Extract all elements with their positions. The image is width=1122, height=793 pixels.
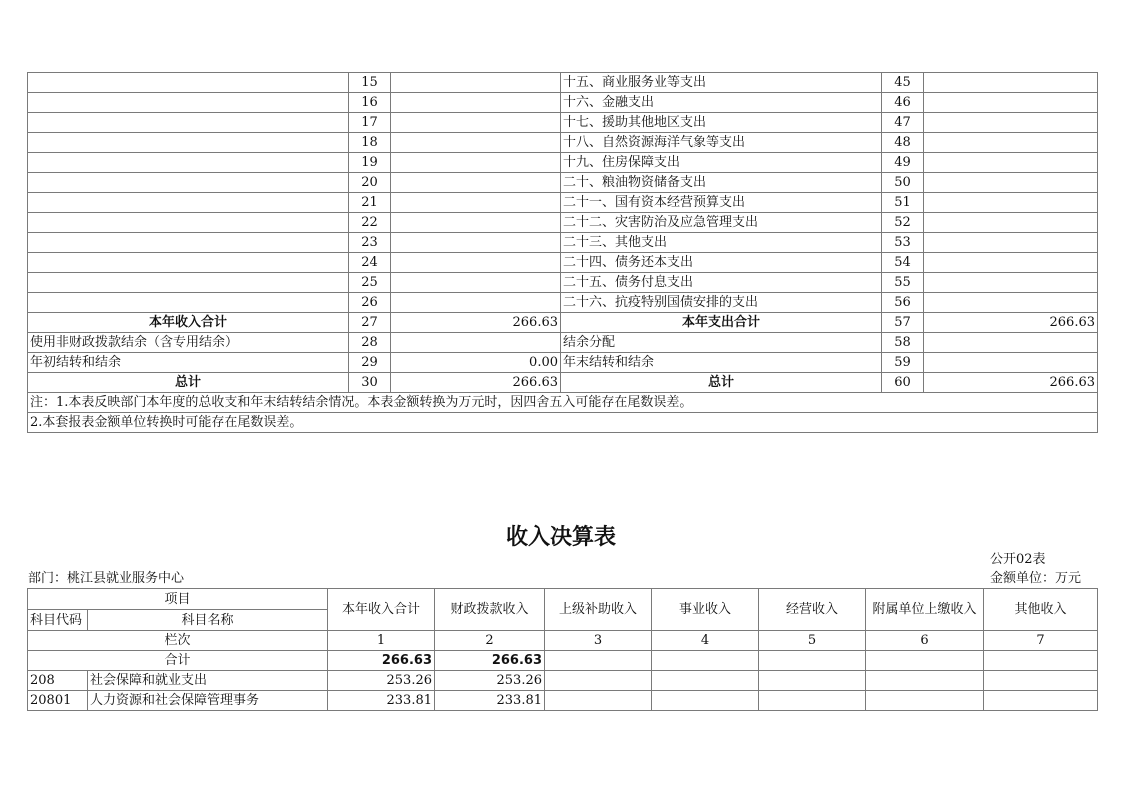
row-value-4 bbox=[652, 671, 759, 691]
expenditure-item-label: 结余分配 bbox=[561, 333, 882, 353]
item-header: 项目 bbox=[28, 589, 328, 610]
expenditure-amount bbox=[924, 173, 1098, 193]
expenditure-row-number: 52 bbox=[882, 213, 924, 233]
expenditure-item-label: 二十六、抗疫特别国债安排的支出 bbox=[561, 293, 882, 313]
income-statement-title: 收入决算表 bbox=[505, 525, 616, 550]
subject-name: 人力资源和社会保障管理事务 bbox=[88, 691, 328, 711]
income-item-label bbox=[28, 293, 349, 313]
expenditure-amount bbox=[924, 293, 1098, 313]
note-row bbox=[28, 413, 1098, 433]
income-amount bbox=[391, 73, 561, 93]
expenditure-item-label: 本年支出合计 bbox=[561, 313, 882, 333]
row-value-6 bbox=[866, 671, 984, 691]
income-row-number: 23 bbox=[349, 233, 391, 253]
column-number-3: 3 bbox=[545, 631, 652, 651]
expenditure-amount bbox=[924, 253, 1098, 273]
col-header-6: 附属单位上缴收入 bbox=[866, 589, 984, 631]
expenditure-row-number: 58 bbox=[882, 333, 924, 353]
summary-row bbox=[28, 333, 1098, 353]
subject-code: 208 bbox=[28, 671, 88, 691]
summary-row bbox=[28, 293, 1098, 313]
summary-row bbox=[28, 373, 1098, 393]
total-value-4 bbox=[652, 651, 759, 671]
expenditure-row-number: 51 bbox=[882, 193, 924, 213]
expenditure-item-label: 总计 bbox=[561, 373, 882, 393]
summary-row bbox=[28, 233, 1098, 253]
expenditure-amount bbox=[924, 213, 1098, 233]
expenditure-row-number: 50 bbox=[882, 173, 924, 193]
income-item-label bbox=[28, 73, 349, 93]
income-amount bbox=[391, 193, 561, 213]
expenditure-row-number: 60 bbox=[882, 373, 924, 393]
expenditure-row-number: 47 bbox=[882, 113, 924, 133]
income-row-number: 22 bbox=[349, 213, 391, 233]
expenditure-amount: 266.63 bbox=[924, 373, 1098, 393]
expenditure-amount bbox=[924, 333, 1098, 353]
summary-row bbox=[28, 73, 1098, 93]
expenditure-amount bbox=[924, 353, 1098, 373]
expenditure-row-number: 55 bbox=[882, 273, 924, 293]
summary-row bbox=[28, 313, 1098, 333]
total-value-7 bbox=[984, 651, 1098, 671]
expenditure-amount bbox=[924, 133, 1098, 153]
income-amount: 266.63 bbox=[391, 373, 561, 393]
col-header-5: 经营收入 bbox=[759, 589, 866, 631]
summary-row bbox=[28, 213, 1098, 233]
subject-name-header: 科目名称 bbox=[88, 610, 328, 631]
expenditure-row-number: 45 bbox=[882, 73, 924, 93]
income-item-label bbox=[28, 193, 349, 213]
summary-row bbox=[28, 173, 1098, 193]
expenditure-amount bbox=[924, 93, 1098, 113]
column-number-row bbox=[28, 631, 1098, 651]
row-value-4 bbox=[652, 691, 759, 711]
expenditure-amount bbox=[924, 193, 1098, 213]
table-note: 2.本套报表金额单位转换时可能存在尾数误差。 bbox=[28, 413, 1098, 433]
income-row-number: 21 bbox=[349, 193, 391, 213]
income-row-number: 16 bbox=[349, 93, 391, 113]
summary-row bbox=[28, 253, 1098, 273]
expenditure-row-number: 46 bbox=[882, 93, 924, 113]
income-row-number: 28 bbox=[349, 333, 391, 353]
expenditure-row-number: 53 bbox=[882, 233, 924, 253]
row-value-2: 253.26 bbox=[435, 671, 545, 691]
column-number-label: 栏次 bbox=[28, 631, 328, 651]
expenditure-amount bbox=[924, 273, 1098, 293]
income-item-label bbox=[28, 173, 349, 193]
expenditure-amount bbox=[924, 113, 1098, 133]
income-statement-table bbox=[27, 588, 1098, 711]
expenditure-row-number: 49 bbox=[882, 153, 924, 173]
income-amount bbox=[391, 113, 561, 133]
expenditure-amount: 266.63 bbox=[924, 313, 1098, 333]
summary-row bbox=[28, 93, 1098, 113]
amount-unit-label: 金额单位：万元 bbox=[990, 571, 1082, 586]
column-number-1: 1 bbox=[328, 631, 435, 651]
income-row-number: 25 bbox=[349, 273, 391, 293]
table-row bbox=[28, 671, 1098, 691]
table-row bbox=[28, 691, 1098, 711]
note-row bbox=[28, 393, 1098, 413]
column-number-4: 4 bbox=[652, 631, 759, 651]
header-row-1 bbox=[28, 589, 1098, 610]
expenditure-row-number: 56 bbox=[882, 293, 924, 313]
form-number: 公开02表 bbox=[990, 552, 1046, 567]
row-value-7 bbox=[984, 671, 1098, 691]
income-amount bbox=[391, 293, 561, 313]
income-item-label bbox=[28, 273, 349, 293]
summary-row bbox=[28, 153, 1098, 173]
income-item-label bbox=[28, 233, 349, 253]
expenditure-amount bbox=[924, 153, 1098, 173]
row-value-6 bbox=[866, 691, 984, 711]
total-label: 合计 bbox=[28, 651, 328, 671]
income-row-number: 15 bbox=[349, 73, 391, 93]
row-value-2: 233.81 bbox=[435, 691, 545, 711]
expenditure-item-label: 二十三、其他支出 bbox=[561, 233, 882, 253]
expenditure-row-number: 57 bbox=[882, 313, 924, 333]
subject-name: 社会保障和就业支出 bbox=[88, 671, 328, 691]
summary-row bbox=[28, 113, 1098, 133]
income-amount bbox=[391, 273, 561, 293]
income-item-label bbox=[28, 133, 349, 153]
total-row bbox=[28, 651, 1098, 671]
expenditure-item-label: 十八、自然资源海洋气象等支出 bbox=[561, 133, 882, 153]
col-header-2: 财政拨款收入 bbox=[435, 589, 545, 631]
expenditure-item-label: 十五、商业服务业等支出 bbox=[561, 73, 882, 93]
row-value-1: 253.26 bbox=[328, 671, 435, 691]
income-item-label bbox=[28, 113, 349, 133]
column-number-7: 7 bbox=[984, 631, 1098, 651]
income-row-number: 17 bbox=[349, 113, 391, 133]
summary-row bbox=[28, 353, 1098, 373]
total-value-2: 266.63 bbox=[435, 651, 545, 671]
income-amount bbox=[391, 173, 561, 193]
income-row-number: 27 bbox=[349, 313, 391, 333]
income-row-number: 30 bbox=[349, 373, 391, 393]
income-row-number: 24 bbox=[349, 253, 391, 273]
total-value-1: 266.63 bbox=[328, 651, 435, 671]
expenditure-row-number: 54 bbox=[882, 253, 924, 273]
col-header-7: 其他收入 bbox=[984, 589, 1098, 631]
expenditure-row-number: 59 bbox=[882, 353, 924, 373]
summary-row bbox=[28, 133, 1098, 153]
income-item-label: 本年收入合计 bbox=[28, 313, 349, 333]
expenditure-item-label: 年末结转和结余 bbox=[561, 353, 882, 373]
row-value-5 bbox=[759, 691, 866, 711]
expenditure-item-label: 十六、金融支出 bbox=[561, 93, 882, 113]
income-amount bbox=[391, 213, 561, 233]
income-amount bbox=[391, 93, 561, 113]
column-number-5: 5 bbox=[759, 631, 866, 651]
total-value-6 bbox=[866, 651, 984, 671]
subject-code: 20801 bbox=[28, 691, 88, 711]
total-value-3 bbox=[545, 651, 652, 671]
summary-row bbox=[28, 193, 1098, 213]
income-amount: 0.00 bbox=[391, 353, 561, 373]
summary-table-body bbox=[28, 73, 1098, 433]
col-header-3: 上级补助收入 bbox=[545, 589, 652, 631]
col-header-1: 本年收入合计 bbox=[328, 589, 435, 631]
income-amount bbox=[391, 333, 561, 353]
table-note: 注：1.本表反映部门本年度的总收支和年末结转结余情况。本表金额转换为万元时，因四舍五入可能存在尾数误差。 bbox=[28, 393, 1098, 413]
row-value-3 bbox=[545, 671, 652, 691]
income-item-label: 年初结转和结余 bbox=[28, 353, 349, 373]
expenditure-item-label: 二十二、灾害防治及应急管理支出 bbox=[561, 213, 882, 233]
income-amount bbox=[391, 233, 561, 253]
income-amount: 266.63 bbox=[391, 313, 561, 333]
row-value-7 bbox=[984, 691, 1098, 711]
income-expenditure-summary-table bbox=[27, 72, 1098, 433]
income-item-label: 总计 bbox=[28, 373, 349, 393]
expenditure-item-label: 二十一、国有资本经营预算支出 bbox=[561, 193, 882, 213]
income-row-number: 26 bbox=[349, 293, 391, 313]
income-row-number: 29 bbox=[349, 353, 391, 373]
total-value-5 bbox=[759, 651, 866, 671]
income-row-number: 20 bbox=[349, 173, 391, 193]
income-amount bbox=[391, 153, 561, 173]
expenditure-item-label: 二十、粮油物资储备支出 bbox=[561, 173, 882, 193]
income-row-number: 18 bbox=[349, 133, 391, 153]
expenditure-amount bbox=[924, 233, 1098, 253]
subject-code-header: 科目代码 bbox=[28, 610, 88, 631]
income-item-label bbox=[28, 253, 349, 273]
income-statement-body bbox=[28, 589, 1098, 711]
col-header-4: 事业收入 bbox=[652, 589, 759, 631]
income-item-label bbox=[28, 213, 349, 233]
income-amount bbox=[391, 133, 561, 153]
row-value-1: 233.81 bbox=[328, 691, 435, 711]
row-value-3 bbox=[545, 691, 652, 711]
column-number-6: 6 bbox=[866, 631, 984, 651]
expenditure-amount bbox=[924, 73, 1098, 93]
income-item-label bbox=[28, 93, 349, 113]
expenditure-item-label: 二十五、债务付息支出 bbox=[561, 273, 882, 293]
expenditure-item-label: 二十四、债务还本支出 bbox=[561, 253, 882, 273]
expenditure-row-number: 48 bbox=[882, 133, 924, 153]
department-label: 部门：桃江县就业服务中心 bbox=[28, 571, 185, 586]
expenditure-item-label: 十七、援助其他地区支出 bbox=[561, 113, 882, 133]
row-value-5 bbox=[759, 671, 866, 691]
income-amount bbox=[391, 253, 561, 273]
income-item-label bbox=[28, 153, 349, 173]
column-number-2: 2 bbox=[435, 631, 545, 651]
income-item-label: 使用非财政拨款结余（含专用结余） bbox=[28, 333, 349, 353]
income-row-number: 19 bbox=[349, 153, 391, 173]
summary-row bbox=[28, 273, 1098, 293]
expenditure-item-label: 十九、住房保障支出 bbox=[561, 153, 882, 173]
